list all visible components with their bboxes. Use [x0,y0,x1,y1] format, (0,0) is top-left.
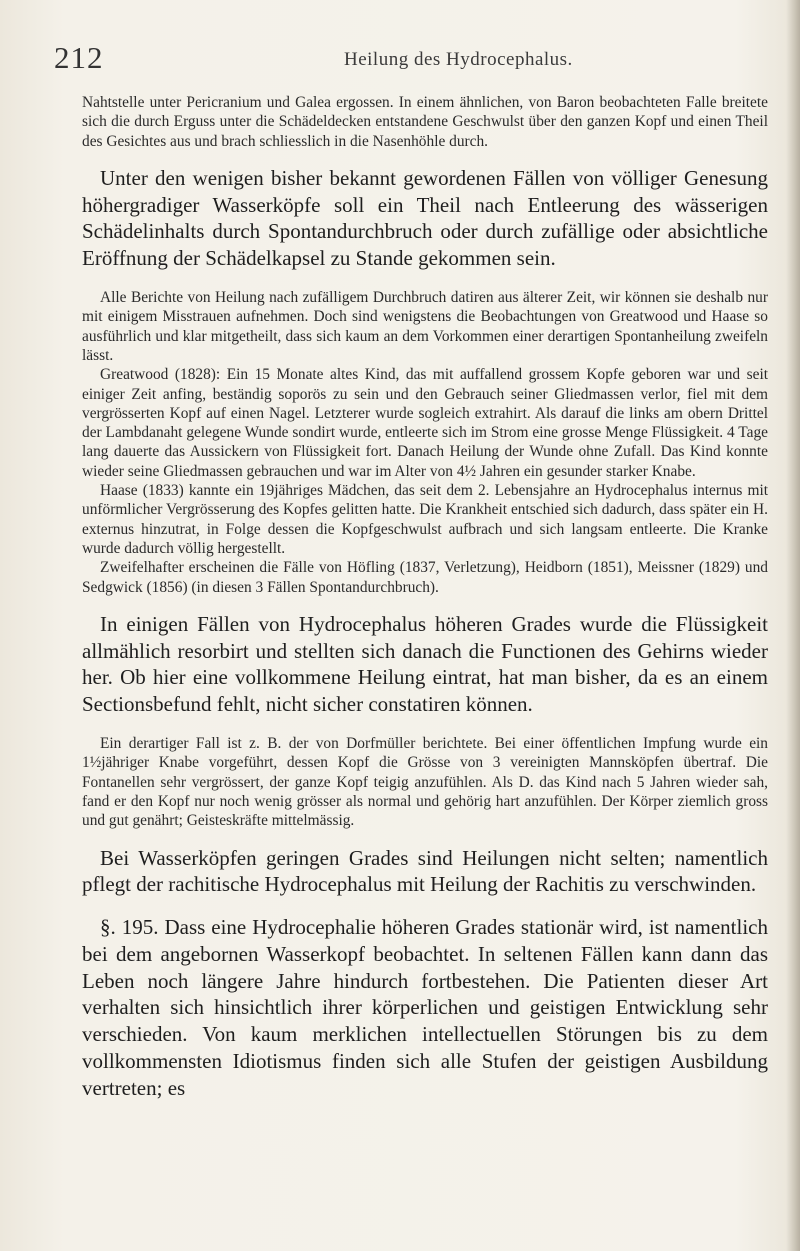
paragraph-doubtful-cases: Zweifelhafter erscheinen die Fälle von Höfling (1837, Verletzung), Heidborn (1851), Meissner (1829) und Sedgwick (1856) (in diesen 3 Fällen Spontandurchbruch). [82,559,768,596]
paragraph-continuation: Nahtstelle unter Pericranium und Galea ergossen. In einem ähnlichen, von Baron beobachteten Falle breitete sich die durch Erguss unter die Schädeldecken entstandene Geschwulst über den ganzen Kopf und einen Theil des Gesichtes aus und brach schliesslich in die Nasenhöhle durch. [82,94,768,150]
page-number: 212 [54,40,104,75]
paragraph-case-haase: Haase (1833) kannte ein 19jähriges Mädchen, das seit dem 2. Lebensjahre an Hydrocephalus internus mit unförmlicher Vergrösserung des Kopfes gelitten hatte. Die Krankheit entschied sich dadurch, dass später ein H. externus hinzutrat, in Folge dessen die Kopfgeschwulst aufbrach und sich langsam entleerte. Die Kranke wurde dadurch völlig hergestellt. [82,482,768,557]
paragraph-resorption: In einigen Fällen von Hydrocephalus höheren Grades wurde die Flüssigkeit allmählich resorbirt und stellten sich danach die Functionen des Gehirns wieder her. Ob hier eine vollkommene Heilung eintrat, hat man bisher, da es an einem Sectionsbefund fehlt, nicht sicher constatiren können. [82,611,768,717]
paragraph-section-195: §. 195. Dass eine Hydrocephalie höheren Grades stationär wird, ist namentlich bei dem angebornen Wasserkopf beobachtet. In seltenen Fällen kann dann das Leben noch längere Jahre hindurch fortbestehen. Die Patienten dieser Art verhalten sich hinsichtlich ihrer körperlichen und geistigen Entwicklung sehr verschieden. Von kaum merklichen intellectuellen Störungen bis zu dem vollkommensten Idiotismus finden sich alle Stufen der geistigen Ausbildung vertreten; es [82,915,768,1100]
paragraph-case-greatwood: Greatwood (1828): Ein 15 Monate altes Kind, das mit auffallend grossem Kopfe geboren war und seit einiger Zeit anfing, beständig soporös zu sein und den Gebrauch seiner Gliedmassen verlor, fiel mit dem vergrösserten Kopf auf einen Nagel. Letzterer wurde sogleich extrahirt. Als darauf die links am obern Drittel der Lambdanaht gelegene Wunde sondirt wurde, entleerte sich im Strom eine grosse Menge Flüssigkeit. 4 Tage lang dauerte das Aussickern von Flüssigkeit fort. Danach Heilung der Wunde ohne Zufall. Das Kind konnte wieder seine Gliedmassen gebrauchen und war im Alter von 4½ Jahren ein gesunder starker Knabe. [82,366,768,480]
running-head: Heilung des Hydrocephalus. [344,49,573,70]
paragraph-mild-cases: Bei Wasserköpfen geringen Grades sind Heilungen nicht selten; namentlich pflegt der rachitische Hydrocephalus mit Heilung der Rachitis zu verschwinden. [82,845,768,897]
paragraph-reports: Alle Berichte von Heilung nach zufälligem Durchbruch datiren aus älterer Zeit, wir können sie deshalb nur mit einigem Misstrauen aufnehmen. Doch sind wenigstens die Beobachtungen von Greatwood und Haase so ausführlich und klar mitgetheilt, dass sich kaum an dem Vorkommen einer derartigen Spontanheilung zweifeln lässt. [82,289,768,364]
page-edge-shadow [786,0,800,1251]
paragraph-case-dorfmueller: Ein derartiger Fall ist z. B. der von Dorfmüller berichtete. Bei einer öffentlichen Impfung wurde ein 1½jähriger Knabe vorgeführt, dessen Kopf die Grösse von 3 vereinigten Mannsköpfen übertraf. Die Fontanellen sehr vergrössert, der ganze Kopf teigig anzufühlen. Als D. das Kind nach 5 Jahren wieder sah, fand er den Kopf nur noch wenig grösser als normal und gehörig hart anzufühlen. Der Körper ziemlich gross und gut genährt; Geisteskräfte mittelmässig. [82,735,768,830]
page-body [82,93,768,1102]
paragraph-main-recovery: Unter den wenigen bisher bekannt gewordenen Fällen von völliger Genesung höhergradiger Wasserköpfe soll ein Theil nach Entleerung des wässerigen Schädelinhalts durch Spontandurchbruch oder durch zufällige oder absichtliche Eröffnung der Schädelkapsel zu Stande gekommen sein. [82,165,768,271]
page-header [54,40,754,80]
